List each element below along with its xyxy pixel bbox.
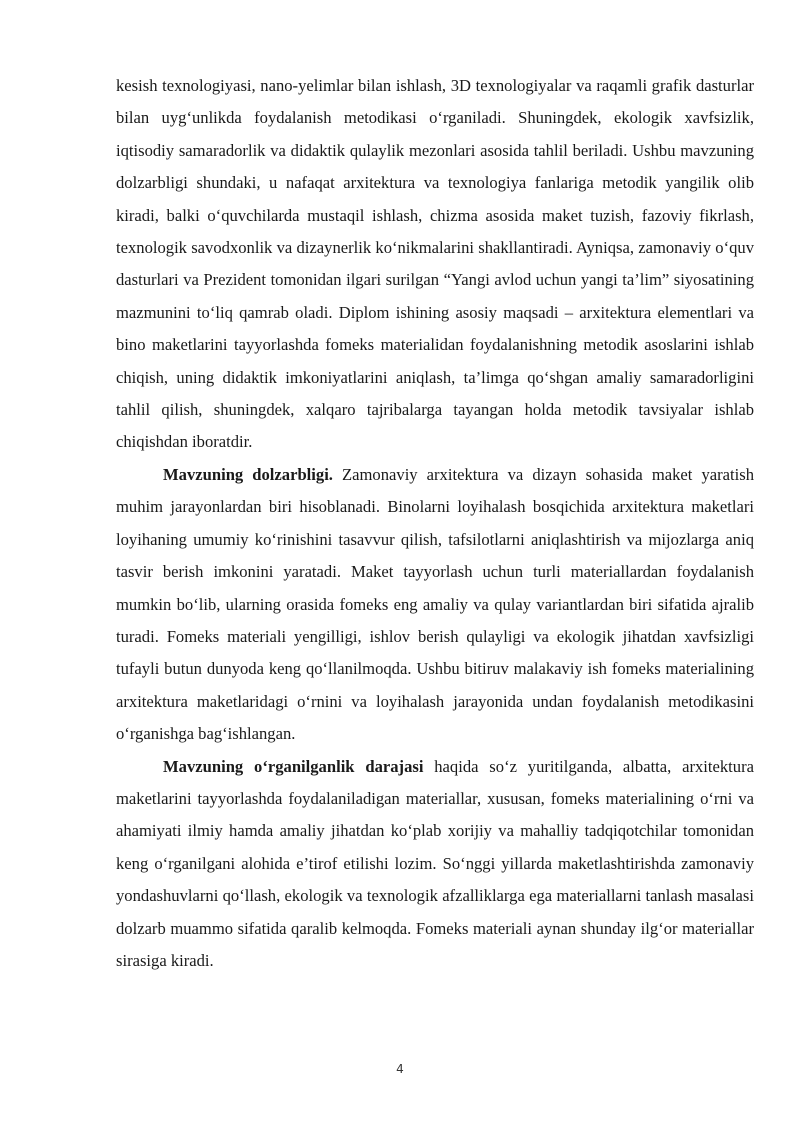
- paragraph-text: kesish texnologiyasi, nano-yelimlar bilan ishlash, 3D texnologiyalar va raqamli grafik dasturlar bilan uyg‘unlikda foydalanish metodikasi o‘rganiladi. Shuningdek, ekologik xavfsizlik, iqtisodiy samaradorlik va didaktik qulaylik mezonlari asosida tahlil beriladi. Ushbu mavzuning dolzarbligi shundaki, u nafaqat arxitektura va texnologiya fanlariga metodik yangilik olib kiradi, balki o‘quvchilarda mustaqil ishlash, chizma asosida maket tuzish, fazoviy fikrlash, texnologik savodxonlik va dizaynerlik ko‘nikmalarini shakllantiradi. Ayniqsa, zamonaviy o‘quv dasturlari va Prezident tomonidan ilgari surilgan “Yangi avlod uchun yangi ta’lim” siyosatining mazmunini to‘liq qamrab oladi. Diplom ishining asosiy maqsadi – arxitektura elementlari va bino maketlarini tayyorlashda fomeks materialidan foydalanishning metodik asoslarini ishlab chiqish, uning didaktik imkoniyatlarini aniqlash, ta’limga qo‘shgan amaliy samaradorligini tahlil qilish, shuningdek, xalqaro tajribalarga tayangan holda metodik tavsiyalar ishlab chiqishdan iboratdir.: [116, 76, 754, 452]
- paragraph-text: haqida so‘z yuritilganda, albatta, arxitektura maketlarini tayyorlashda foydalaniladigan materiallar, xususan, fomeks materialining o‘rni va ahamiyati ilmiy hamda amaliy jihatdan ko‘plab xorijiy va mahalliy tadqiqotchilar tomonidan keng o‘rganilgani alohida e’tirof etilishi lozim. So‘nggi yillarda maketlashtirishda zamonaviy yondashuvlarni qo‘llash, ekologik va texnologik afzalliklarga ega materiallarni tanlash masalasi dolzarb muammo sifatida qaralib kelmoqda. Fomeks materiali aynan shunday ilg‘or materiallar sirasiga kiradi.: [116, 756, 754, 970]
- section-heading-relevance: Mavzuning dolzarbligi.: [163, 464, 333, 484]
- paragraph-study-degree: [116, 751, 754, 978]
- paragraph-intro-continuation: [116, 70, 754, 459]
- paragraph-text: Zamonaviy arxitektura va dizayn sohasida maket yaratish muhim jarayonlardan biri hisoblanadi. Binolarni loyihalash bosqichida arxitektura maketlari loyihaning umumiy ko‘rinishini tasavvur qilish, tafsilotlarni aniqlashtirish va mijozlarga aniq tasvir berish imkonini yaratadi. Maket tayyorlash uchun turli materiallardan foydalanish mumkin bo‘lib, ularning orasida fomeks eng amaliy va qulay variantlardan biri sifatida ajralib turadi. Fomeks materiali yengilligi, ishlov berish qulayligi va ekologik jihatdan xavfsizligi tufayli butun dunyoda keng qo‘llanilmoqda. Ushbu bitiruv malakaviy ish fomeks materialining arxitektura maketlaridagi o‘rnini va loyihalash jarayonida undan foydalanish metodikasini o‘rganishga bag‘ishlangan.: [116, 464, 754, 744]
- paragraph-relevance: [116, 459, 754, 751]
- section-heading-study-degree: Mavzuning o‘rganilganlik darajasi: [163, 756, 424, 776]
- page-number: 4: [396, 1062, 404, 1076]
- document-body: [116, 70, 754, 977]
